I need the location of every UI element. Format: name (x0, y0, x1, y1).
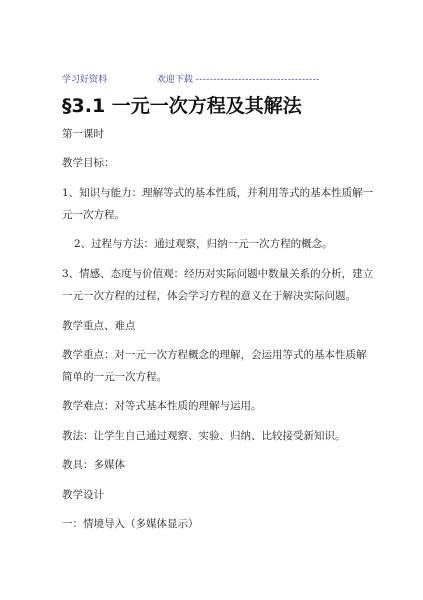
header-left-text: 学习好资料 (62, 75, 108, 85)
objective-1-line-1: 1、知识与能力：理解等式的基本性质，并利用等式的基本性质解一 (62, 187, 374, 199)
objective-3-line-1: 3、情感、态度与价值观：经历对实际问题中数量关系的分析，建立 (62, 268, 374, 280)
key-points-heading: 教学重点、难点 (62, 320, 136, 332)
objective-3-line-2: 一元一次方程的过程，体会学习方程的意义在于解决实际问题。 (62, 290, 356, 302)
page-header (62, 72, 320, 85)
teaching-method-line: 教法：让学生自己通过观察、实验、归纳、比较接受新知识。 (62, 430, 346, 442)
page-title: §3.1 一元一次方程及其解法 (62, 95, 302, 117)
header-dashes: ----------------------------------- (195, 75, 320, 85)
objectives-heading: 教学目标： (62, 157, 115, 169)
section-1-heading: 一：情境导入（多媒体显示） (62, 518, 199, 530)
objective-2: 2、过程与方法：通过观察，归纳一元一次方程的概念。 (74, 238, 333, 250)
key-point-line-2: 简单的一元一次方程。 (62, 371, 167, 383)
difficulty-line: 教学难点：对等式基本性质的理解与运用。 (62, 400, 262, 412)
header-right-text: 欢迎下载 (156, 75, 193, 85)
teaching-aids-line: 教具：多媒体 (62, 459, 125, 471)
lesson-label: 第一课时 (62, 128, 104, 140)
objective-1-line-2: 元一次方程。 (62, 209, 125, 221)
key-point-line-1: 教学重点：对一元一次方程概念的理解，会运用等式的基本性质解 (62, 349, 367, 361)
teaching-design-heading: 教学设计 (62, 489, 104, 501)
